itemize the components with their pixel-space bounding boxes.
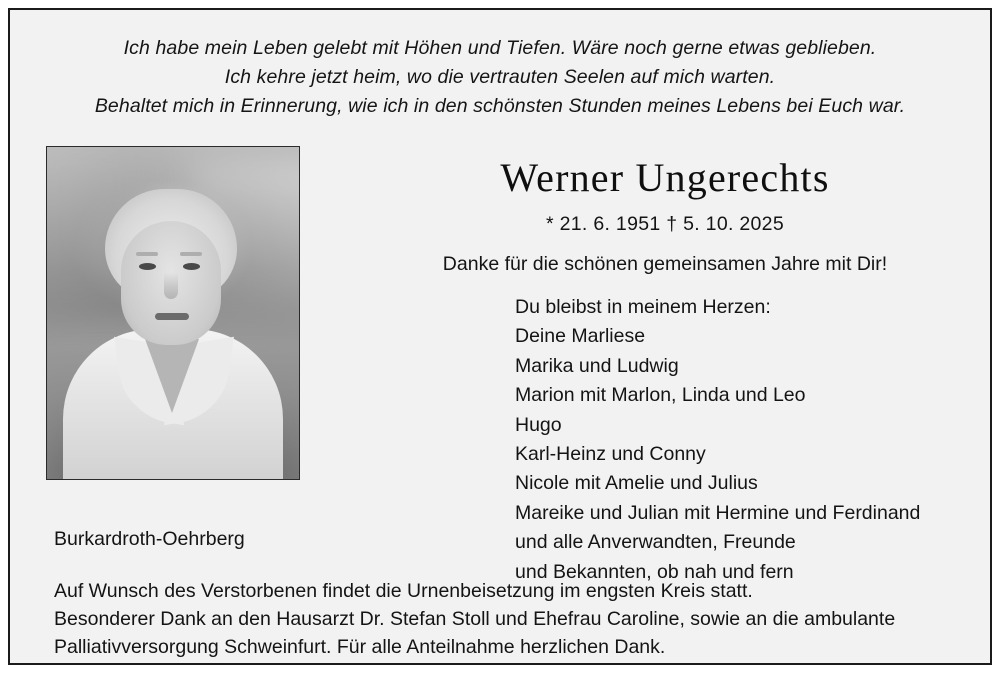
- family-member: Deine Marliese: [515, 325, 646, 348]
- portrait-nose: [164, 273, 178, 299]
- notice-line-1: Auf Wunsch des Verstorbenen findet die Urnenbeisetzung im engsten Kreis statt.: [54, 580, 753, 602]
- notice-line-2: Besonderer Dank an den Hausarzt Dr. Stefan Stoll und Ehefrau Caroline, sowie an die ambulante: [54, 608, 896, 630]
- poem-line-3: Behaltet mich in Erinnerung, wie ich in den schönsten Stunden meines Lebens bei Euch war.: [94, 95, 906, 117]
- portrait-photo: [47, 147, 299, 479]
- poem-line-2: Ich kehre jetzt heim, wo die vertrauten Seelen auf mich warten.: [224, 66, 776, 88]
- family-member: Hugo: [515, 413, 562, 436]
- family-member: und alle Anverwandten, Freunde: [515, 531, 796, 554]
- family-member: Karl-Heinz und Conny: [515, 443, 706, 466]
- deceased-dates: * 21. 6. 1951 † 5. 10. 2025: [546, 213, 784, 235]
- notice-line-3: Palliativversorgung Schweinfurt. Für alle Anteilnahme herzlichen Dank.: [54, 636, 666, 658]
- family-member: Marika und Ludwig: [515, 354, 679, 377]
- family-intro: Du bleibst in meinem Herzen:: [515, 296, 771, 318]
- portrait-frame: [46, 146, 300, 480]
- portrait-brow-right: [180, 252, 202, 256]
- family-member: und Bekannten, ob nah und fern: [515, 560, 794, 583]
- poem-line-1: Ich habe mein Leben gelebt mit Höhen und Tiefen. Wäre noch gerne etwas geblieben.: [123, 37, 877, 59]
- portrait-eye-right: [183, 263, 200, 270]
- portrait-brow-left: [136, 252, 158, 256]
- obituary-card: [8, 8, 992, 665]
- family-member: Marion mit Marlon, Linda und Leo: [515, 384, 806, 407]
- notice-block: [54, 577, 964, 661]
- family-block: [515, 293, 920, 587]
- portrait-mouth: [155, 313, 189, 320]
- thanks-line: Danke für die schönen gemeinsamen Jahre mit Dir!: [442, 253, 888, 275]
- family-member: Nicole mit Amelie und Julius: [515, 472, 758, 495]
- family-member: Mareike und Julian mit Hermine und Ferdinand: [515, 501, 921, 524]
- poem-block: [10, 34, 990, 121]
- portrait-eye-left: [139, 263, 156, 270]
- deceased-name: Werner Ungerechts: [500, 155, 830, 200]
- place-label: Burkardroth-Oehrberg: [54, 528, 245, 550]
